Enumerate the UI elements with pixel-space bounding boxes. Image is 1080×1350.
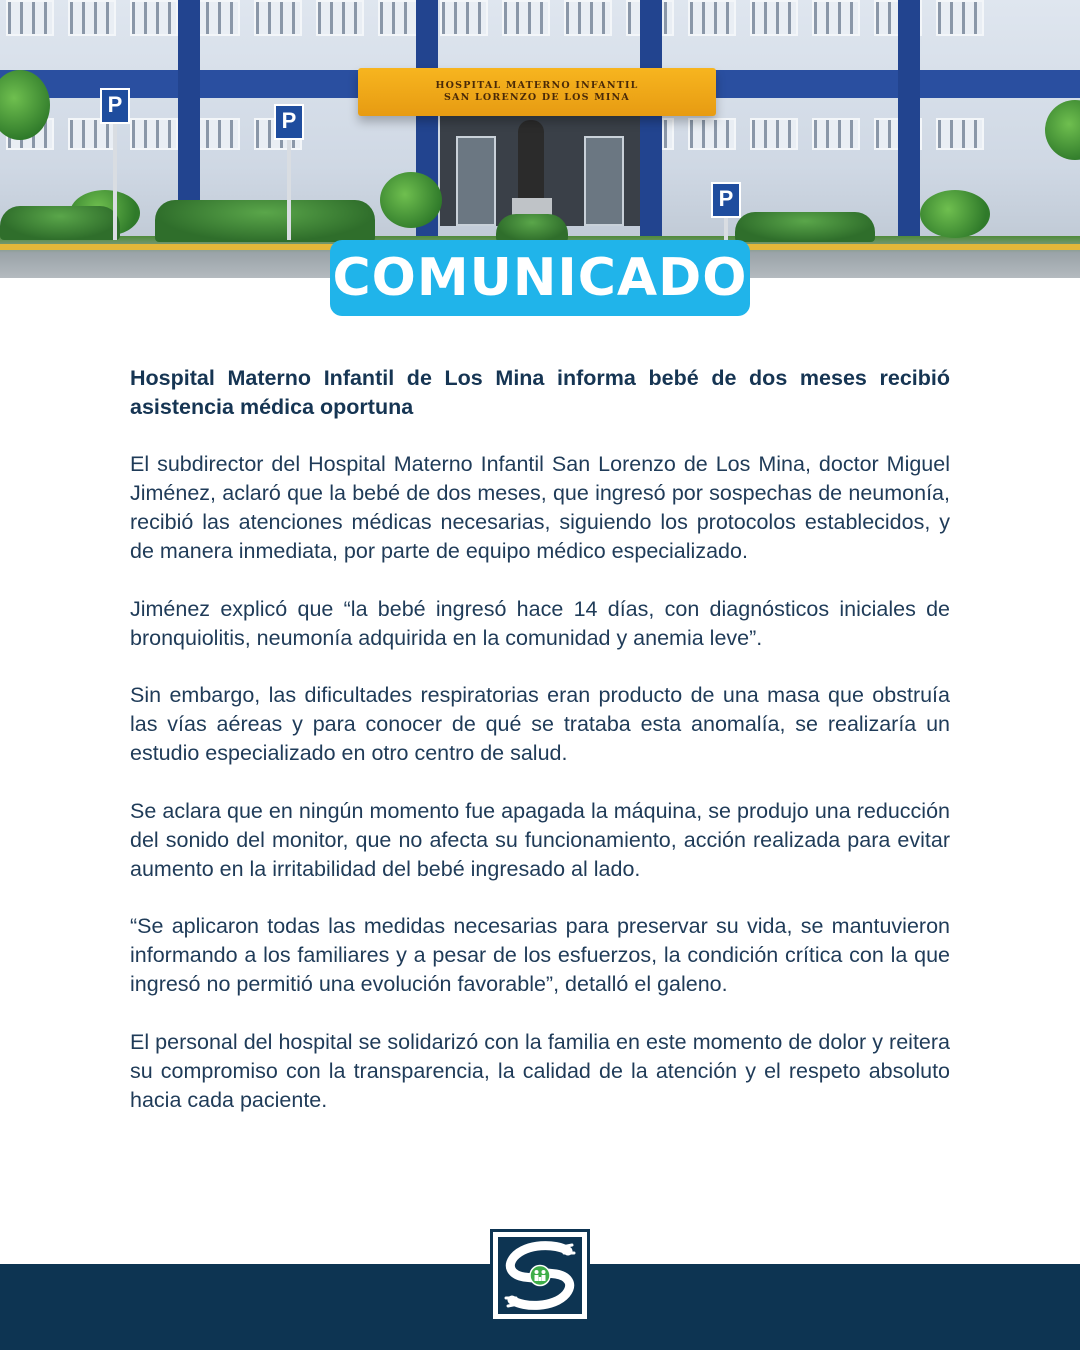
parking-sign: P: [100, 88, 130, 124]
article: [130, 364, 950, 1143]
sign-line-1: HOSPITAL MATERNO INFANTIL: [435, 80, 639, 91]
article-paragraph: El personal del hospital se solidarizó con la familia en este momento de dolor y reitera su compromiso con la transparencia, la calidad de la atención y el respeto absoluto hacia cada paciente.: [130, 1029, 950, 1112]
logo-graphic: [498, 1237, 582, 1314]
sign-line-2: SAN LORENZO DE LOS MINA: [443, 92, 631, 103]
parking-pole: [287, 140, 291, 240]
article-paragraph: “Se aplicaron todas las medidas necesarias para preservar su vida, se mantuvieron informando a los familiares y a pesar de los esfuerzos, la condición crítica con la que ingresó no permitió una evolución favorable”, detalló el galeno.: [130, 914, 950, 996]
article-paragraph: Se aclara que en ningún momento fue apagada la máquina, se produjo una reducción del sonido del monitor, que no afecta su funcionamiento, acción realizada para evitar aumento en la irritabilidad del bebé ingresado al lado.: [130, 798, 950, 881]
parking-sign: P: [274, 104, 304, 140]
pillar: [898, 0, 920, 240]
hedge: [155, 200, 375, 242]
article-paragraph: El subdirector del Hospital Materno Infantil San Lorenzo de Los Mina, doctor Miguel Jiménez, aclaró que la bebé de dos meses, que ingresó por sospechas de neumonía, recibió las atenciones médicas necesarias, siguiendo los protocolos establecidos, y de manera inmediata, por parte de equipo médico especializado.: [130, 452, 950, 563]
pillar: [640, 0, 662, 240]
statue: [518, 120, 544, 200]
shrub: [920, 190, 990, 238]
hedge: [0, 206, 120, 240]
shrub: [380, 172, 442, 228]
hedge: [735, 212, 875, 242]
article-paragraph: Jiménez explicó que “la bebé ingresó hace 14 días, con diagnósticos iniciales de bronquiolitis, neumonía adquirida en la comunidad y anemia leve”.: [130, 596, 950, 650]
parking-pole: [113, 120, 117, 240]
hospital-sign: [358, 68, 716, 116]
hospital-photo: [0, 0, 1080, 278]
comunicado-badge: COMUNICADO: [330, 240, 750, 316]
article-headline: Hospital Materno Infantil de Los Mina informa bebé de dos meses recibió asistencia médica oportuna: [130, 366, 950, 419]
parking-sign: P: [711, 182, 741, 218]
hands-s-logo-icon: [490, 1229, 590, 1322]
hedge: [496, 214, 568, 242]
article-paragraph: Sin embargo, las dificultades respiratorias eran producto de una masa que obstruía las vías aéreas y para conocer de qué se trataba esta anomalía, se realizaría un estudio especializado en otro centro de salud.: [130, 683, 950, 765]
